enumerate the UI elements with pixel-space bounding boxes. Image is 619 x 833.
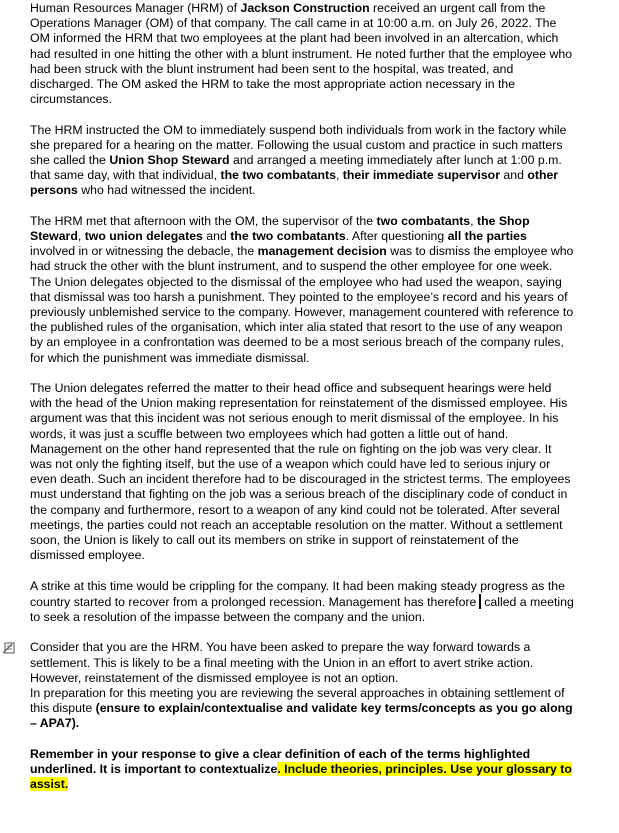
text-run: Consider that you are the HRM. You have been asked to prepare the way forward towards a settlement. This is likely to be a final meeting with the Union in an effort to avert strike action. However, reinstatement of the dismissed employee is not an option. (30, 640, 534, 685)
bold-term: the two combatants (230, 229, 346, 244)
text-run: A strike at this time would be crippling for the company. It had been making steady progress as the country started to recover from a prolonged recession. Management has therefore (30, 578, 565, 609)
bold-term: two union delegates (84, 229, 203, 244)
text-run: and arranged a meeting immediately after lunch at 1:00 p.m. that same day, with that individual, (30, 153, 562, 183)
text-run: was to dismiss the employee who had struck the other with the blunt instrument, and to suspend the other employee for one week. The Union delegates objected to the dismissal of the employee who had used the weapon, saying that dismissal was too harsh a punishment. They pointed to the employee’s record and his years of previously unblemished service to the company. However, management countered with reference to the published rules of the organisation, which inter alia stated that resort to the use of any weapon by an employee in a confrontation was deemed to be a most serious breach of the company rules, for which the punishment was immediate dismissal. (30, 244, 574, 365)
document-body[interactable] (30, 1, 575, 808)
text-run: In preparation for this meeting you are reviewing the several approaches in obtaining settlement of this dispute (30, 686, 565, 716)
paragraph (30, 686, 575, 732)
edit-note-icon[interactable] (1, 640, 17, 656)
highlighted-text: . Include theories, principles. Use your glossary to assist. (30, 762, 572, 792)
text-run: , (470, 213, 477, 228)
bold-term: Jackson Construction (240, 1, 370, 15)
text-run: , (335, 168, 343, 183)
paragraph (30, 214, 575, 366)
text-run: The HRM instructed the OM to immediately suspend both individuals from work in the factory while she prepared for a hearing on the matter. Following the usual custom and practice in such matters she called the (30, 122, 567, 168)
text-run: involved in or witnessing the debacle, the (30, 244, 258, 259)
bold-term: two combatants (376, 213, 471, 228)
bold-term: Remember in your response to give a clear definition of each of the terms highlighted underlined. It is important to contextualize (30, 746, 531, 777)
text-run: and (499, 168, 528, 183)
text-run: The Union delegates referred the matter to their head office and subsequent hearings were held with the head of the Union making representation for reinstatement of the dismissed employee. His argument was that this incident was not serious enough to merit dismissal of the employee. In his words, it was just a scuffle between two employees which had gotten a little out of hand. Management on the other hand represented that the rule on fighting on the job was very clear. It was not only the fighting itself, but the use of a weapon which could have led to serious injury or even death. Such an incident therefore had to be discouraged in the strictest terms. The employees must understand that fighting on the job was a serious breach of the disciplinary code of conduct in the company and furthermore, resort to a weapon of any kind could not be tolerated. After several meetings, the parties could not reach an acceptable resolution on the matter. Without a settlement soon, the Union is likely to call out its members on strike in support of reinstatement of the dismissed employee. (30, 381, 571, 563)
text-run: The HRM met that afternoon with the OM, the supervisor of the (30, 213, 377, 228)
text-run: received an urgent call from the Operations Manager (OM) of that company. The call came in at 10:00 a.m. on July 26, 2022. The OM informed the HRM that two employees at the plant had been involved in an altercation, which had resulted in one hitting the other with a blunt instrument. He noted further that the employee who had been struck with the blunt instrument had been sent to the hospital, was treated, and discharged. The OM asked the HRM to take the most appropriate action necessary in the circumstances. (30, 1, 573, 107)
bold-term: other persons (30, 168, 559, 198)
paragraph (30, 747, 575, 793)
bold-term: the two combatants (220, 168, 336, 183)
bold-term: (ensure to explain/contextualise and validate key terms/concepts as you go along – APA7). (30, 701, 573, 731)
text-run: called a meeting to seek a resolution of the impasse between the company and the union. (30, 594, 574, 625)
paragraph (30, 640, 575, 686)
text-run: and (202, 229, 231, 244)
bold-term: Union Shop Steward (109, 153, 230, 168)
text-run: , (77, 229, 85, 244)
bold-term: the Shop Steward (30, 213, 530, 244)
text-run: . After questioning (345, 229, 448, 244)
paragraph (30, 381, 575, 563)
paragraph (30, 123, 575, 199)
bold-term: management decision (257, 244, 387, 259)
paragraph (30, 579, 575, 626)
bold-term: all the parties (447, 229, 527, 244)
paragraph (30, 1, 575, 107)
text-run: Human Resources Manager (HRM) of (30, 1, 241, 15)
bold-term: their immediate supervisor (342, 168, 500, 183)
text-run: who had witnessed the incident. (77, 183, 256, 198)
